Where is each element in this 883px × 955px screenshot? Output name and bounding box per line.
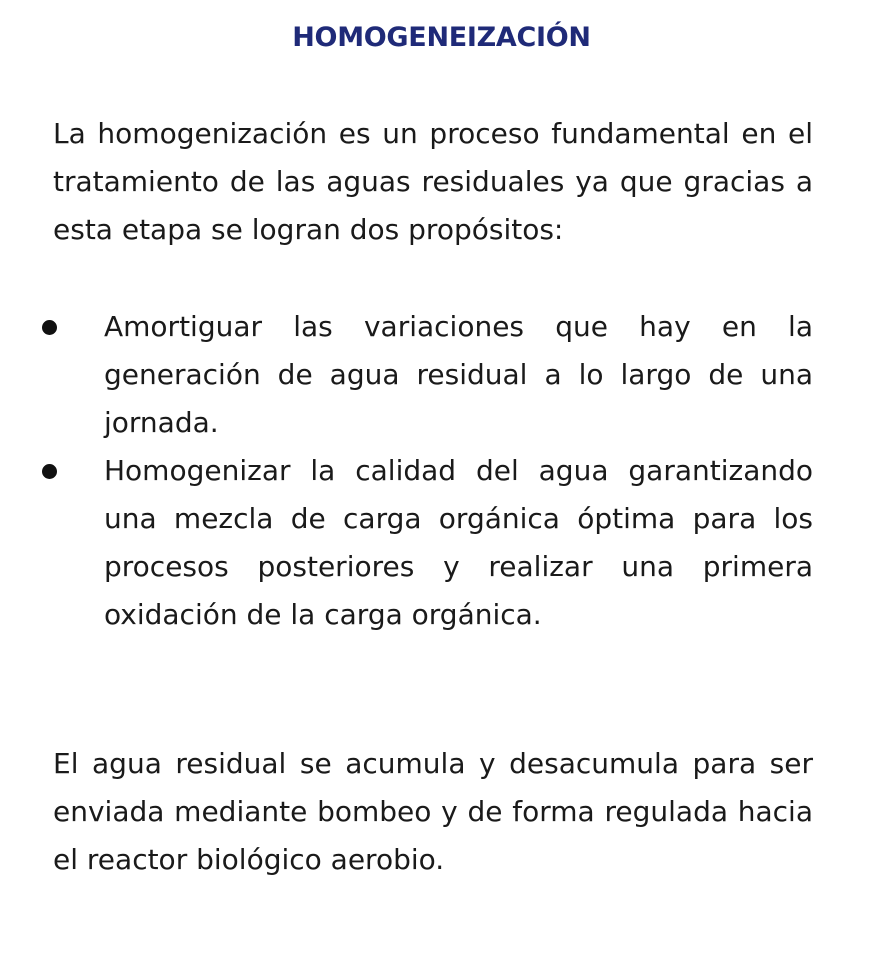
closing-paragraph: El agua residual se acumula y desacumula para ser enviada mediante bombeo y de forma regulada hacia el reactor biológico aerobio. xyxy=(53,747,813,876)
bullet-icon xyxy=(42,464,57,479)
page-title: HOMOGENEIZACIÓN xyxy=(292,22,591,53)
list-item xyxy=(0,303,813,447)
list-item xyxy=(0,447,813,639)
list-item-text: Amortiguar las variaciones que hay en la generación de agua residual a lo largo de una jornada. xyxy=(104,310,813,439)
bullet-icon xyxy=(42,320,57,335)
intro-paragraph: La homogenización es un proceso fundamental en el tratamiento de las aguas residuales ya que gracias a esta etapa se logran dos propósitos: xyxy=(53,117,813,246)
list-item-text: Homogenizar la calidad del agua garantizando una mezcla de carga orgánica óptima para los procesos posteriores y realizar una primera oxidación de la carga orgánica. xyxy=(104,454,813,631)
purposes-list xyxy=(0,303,883,639)
